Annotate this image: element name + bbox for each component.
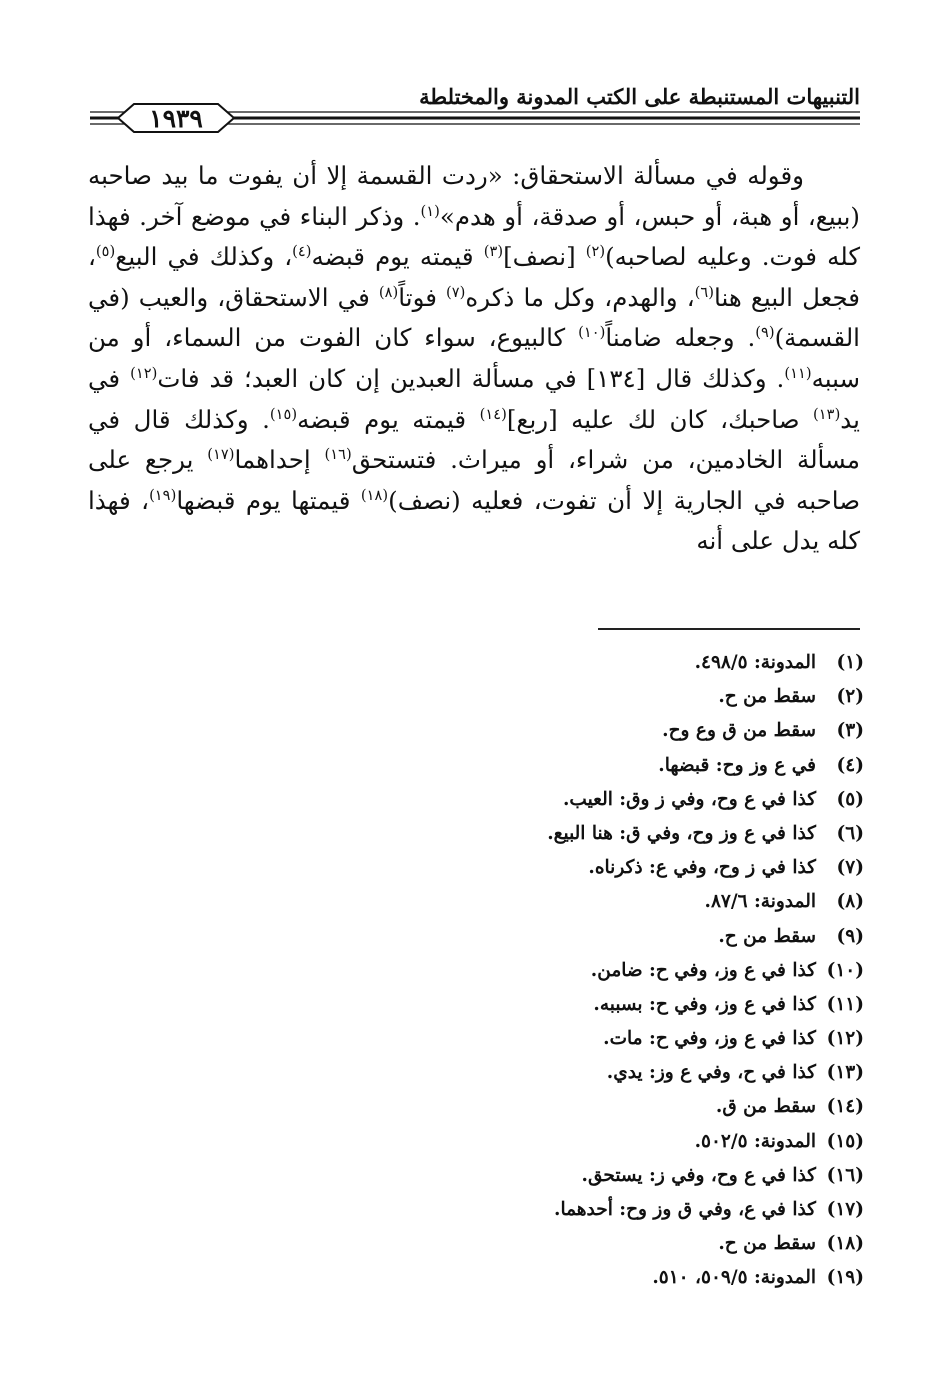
footnote-item <box>300 920 864 954</box>
footnote-reference[interactable]: (٦) <box>694 283 714 301</box>
text-run: ، وكذلك في البيع <box>115 242 293 272</box>
footnote-text: المدونة: ٤٩٨/٥. <box>694 652 816 673</box>
footnote-text: كذا في ع وح، وفي ز: يستحق. <box>581 1164 816 1186</box>
footnote-reference[interactable]: (٩) <box>755 324 775 342</box>
footnote-number: (٢) <box>836 686 864 708</box>
footnote-item <box>300 1159 864 1193</box>
text-run: ، فجعل البيع هنا <box>88 242 860 312</box>
text-run: صاحبك، كان لك عليه [ربع] <box>506 404 814 434</box>
footnote-number: (١٥) <box>826 1130 864 1152</box>
text-run: . وذكر البناء في موضع آخر. فهذا كله فوت. وعليه لصاحبه) <box>88 201 860 272</box>
footnote-reference[interactable]: (١٨) <box>360 486 389 504</box>
footnote-number: (١٧) <box>826 1199 864 1220</box>
footnote-number: (١٢) <box>826 1028 864 1050</box>
text-run: ، فهذا كله يدل على أنه <box>88 485 860 556</box>
footnote-text: سقط من ق وع وح. <box>662 720 816 742</box>
footnote-number: (٣) <box>836 720 864 742</box>
header-rule <box>0 0 940 160</box>
running-header-title: التنبيهات المستنبطة على الكتب المدونة والمختلطة <box>419 84 860 109</box>
footnote-text: في ع وز وح: قبضها. <box>658 754 816 776</box>
footnote-number: (٥) <box>836 788 864 810</box>
footnote-number: (١٤) <box>826 1096 864 1118</box>
footnote-number: (٩) <box>836 925 864 947</box>
footnote-text: سقط من ح. <box>718 1233 816 1255</box>
footnote-number: (١٣) <box>826 1062 864 1084</box>
footnote-item <box>300 1193 864 1227</box>
footnote-reference[interactable]: (١) <box>420 202 440 220</box>
footnote-item <box>300 646 864 680</box>
footnote-text: سقط من ق. <box>715 1096 816 1118</box>
footnote-text: سقط من ح. <box>718 925 816 947</box>
footnote-number: (١٠) <box>826 959 864 981</box>
footnote-item <box>300 885 864 919</box>
footnote-item <box>300 851 864 885</box>
footnote-text: سقط من ح. <box>718 686 816 708</box>
main-text <box>88 156 860 562</box>
footnote-item <box>300 1227 864 1261</box>
footnote-reference[interactable]: (١٠) <box>578 324 606 342</box>
footnote-text: المدونة: ٥٠٩/٥، ٥١٠. <box>652 1267 816 1289</box>
footnote-reference[interactable]: (١٢) <box>130 364 158 382</box>
text-run: . وكذلك قال [١٣٤] في مسألة العبدين إن كان العبد؛ قد فات <box>157 363 785 393</box>
footnote-reference[interactable]: (٢) <box>585 243 606 261</box>
footnote-reference[interactable]: (٥) <box>95 243 116 261</box>
text-run: [نصف] <box>503 242 586 272</box>
text-run: قيمته يوم قبضه <box>297 404 480 434</box>
footnote-text: المدونة: ٥٠٢/٥. <box>694 1130 816 1152</box>
footnote-reference[interactable]: (٧) <box>446 283 466 301</box>
footnote-number: (٧) <box>836 857 864 879</box>
footnote-reference[interactable]: (١١) <box>784 364 812 382</box>
main-paragraph <box>88 156 860 562</box>
footnote-item <box>300 1022 864 1056</box>
footnote-number: (٤) <box>836 754 864 776</box>
footnote-reference[interactable]: (٤) <box>292 243 312 261</box>
footnote-text: كذا في ع وح، وفي ز وق: العيب. <box>562 788 816 810</box>
footnotes-list <box>300 646 864 1296</box>
footnote-divider <box>598 628 860 630</box>
footnote-item <box>300 817 864 851</box>
page-number: ١٩٣٩ <box>149 104 203 133</box>
footnote-item <box>300 1056 864 1090</box>
footnote-reference[interactable]: (١٤) <box>479 405 507 423</box>
footnote-item <box>300 1090 864 1124</box>
footnote-item <box>300 988 864 1022</box>
footnote-text: كذا في ع وز، وفي ح: بسببه. <box>593 993 816 1015</box>
text-run: في الاستحقاق، والعيب (في القسمة) <box>88 282 860 353</box>
footnote-number: (١٩) <box>826 1267 864 1289</box>
footnote-reference[interactable]: (١٥) <box>269 405 298 423</box>
footnote-number: (١) <box>836 652 864 673</box>
footnote-number: (١٨) <box>826 1233 864 1255</box>
footnote-item <box>300 1125 864 1159</box>
footnote-reference[interactable]: (٨) <box>378 283 399 301</box>
text-run: كالبيوع، سواء كان الفوت من السماء، أو من سببه <box>88 323 861 393</box>
text-run: يرجع على صاحبه في الجارية إلا أن تفوت، فعليه (نصف) <box>88 445 860 515</box>
text-run: . وجعله ضامناً <box>605 323 756 353</box>
text-run: في يد <box>88 363 860 434</box>
footnote-item <box>300 680 864 714</box>
footnote-item <box>300 1261 864 1295</box>
footnote-text: كذا في ع، وفي ق وز وح: أحدهما. <box>554 1199 816 1220</box>
footnote-item <box>300 714 864 748</box>
footnote-text: المدونة: ٨٧/٦. <box>704 891 816 913</box>
footnote-number: (٦) <box>836 822 864 844</box>
footnote-text: كذا في ز وح، وفي ع: ذكرناه. <box>588 857 816 879</box>
footnote-item <box>300 783 864 817</box>
text-run: وقوله في مسألة الاستحقاق: «ردت القسمة إلا أن يفوت ما بيد صاحبه (ببيع، أو هبة، أو حبس، أو صدقة، أو هدم» <box>88 161 860 231</box>
text-run: إحداهما <box>234 445 325 475</box>
footnote-text: كذا في ع وز، وفي ح: مات. <box>603 1028 816 1050</box>
text-run: . وكذلك قال في مسألة الخادمين، من شراء، أو ميراث. فتستحق <box>88 404 861 475</box>
text-run: ، والهدم، وكل ما ذكره <box>465 282 695 312</box>
footnote-number: (٨) <box>836 891 864 913</box>
footnote-number: (١١) <box>826 993 864 1015</box>
footnote-number: (١٦) <box>826 1164 864 1186</box>
footnote-reference[interactable]: (١٣) <box>813 405 841 423</box>
footnote-reference[interactable]: (١٧) <box>207 446 235 463</box>
footnote-text: كذا في ع وز، وفي ح: ضامن. <box>590 959 816 981</box>
text-run: قيمتها يوم قبضها <box>176 485 361 515</box>
footnote-item <box>300 749 864 783</box>
text-run: فوتاً <box>398 282 447 312</box>
footnote-text: كذا في ح، وفي ع وز: يدي. <box>606 1062 816 1084</box>
text-run: قيمته يوم قبضه <box>311 242 484 272</box>
footnote-reference[interactable]: (١٩) <box>149 486 177 504</box>
footnote-reference[interactable]: (٣) <box>483 243 504 261</box>
footnote-reference[interactable]: (١٦) <box>324 446 352 463</box>
footnote-item <box>300 954 864 988</box>
footnote-text: كذا في ع وز وح، وفي ق: هنا البيع. <box>547 822 816 844</box>
